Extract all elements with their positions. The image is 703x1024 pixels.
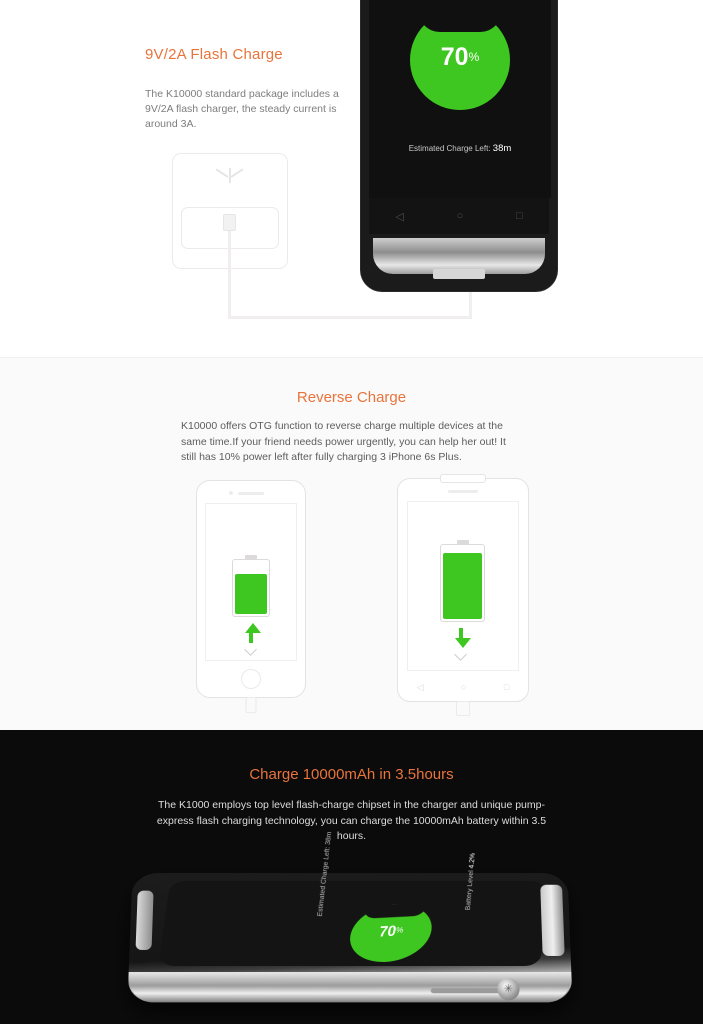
home-icon[interactable]: ○ [461, 682, 467, 692]
usb-connector-icon [456, 701, 470, 716]
android-navbar [398, 682, 528, 693]
charge-in-arrow-icon [245, 623, 261, 633]
section2-body: K10000 offers OTG function to reverse charge multiple devices at the same time.If your friend needs power urgently, you can help her out! It still has 10% power left after fully charging 3 iPhone 6s Plus. [181, 420, 506, 463]
charge-out-arrow-stem [459, 628, 463, 638]
phone-screen [369, 0, 551, 198]
phone-metal-frame [127, 972, 572, 1002]
section1-body: The K10000 standard package includes a 9V/2A flash charger, the steady current is around 3A. [145, 88, 339, 130]
phone-top-bracket [440, 474, 486, 483]
speaker-grill-icon [431, 988, 502, 993]
earpiece-icon [238, 492, 264, 495]
front-camera-icon [229, 491, 233, 495]
battery-shell [440, 544, 485, 622]
back-icon[interactable]: ◁ [416, 682, 424, 692]
android-navbar [369, 198, 549, 234]
battery-donut-chart [345, 902, 437, 964]
phone-right-edge [540, 885, 564, 956]
iphone-battery-icon [232, 555, 270, 617]
phone-metal-chin [373, 238, 545, 274]
earpiece-icon [448, 490, 478, 493]
battery-fill [443, 553, 482, 619]
k10000-battery-icon [440, 540, 485, 622]
section-charge-time [0, 730, 703, 1024]
recent-icon[interactable]: □ [515, 210, 523, 222]
section1-title: 9V/2A Flash Charge [145, 46, 283, 63]
section3-title: Charge 10000mAh in 3.5hours [249, 766, 454, 783]
battery-percent: 70% [377, 922, 405, 941]
battery-fill [235, 574, 267, 614]
section2-title: Reverse Charge [296, 389, 407, 406]
battery-shell [232, 559, 270, 617]
back-icon[interactable]: ◁ [395, 210, 404, 223]
estimated-charge-left: Estimated Charge Left: 38m [316, 831, 334, 917]
battery-level-label: Battery Level 4.2% [464, 852, 477, 911]
section-reverse-charge [0, 358, 703, 730]
camera-icon [497, 978, 520, 1000]
charge-out-arrow-icon [455, 638, 471, 648]
section-flash-charge [0, 0, 703, 358]
cable-horizontal [228, 316, 472, 319]
phone-charging-illustration [360, 0, 558, 292]
plug-head-icon [223, 214, 236, 231]
home-icon[interactable]: ○ [456, 210, 464, 222]
recent-icon[interactable]: □ [503, 682, 510, 692]
lightning-connector-icon [246, 697, 257, 713]
phone-perspective-illustration [127, 831, 572, 1002]
phone-left-edge [136, 891, 154, 950]
estimated-charge-left: Estimated Charge Left: 38m [408, 143, 512, 154]
battery-donut-chart [410, 10, 510, 110]
phone-screen [159, 831, 547, 966]
battery-percent: 70% [440, 43, 480, 71]
cable-vertical [228, 231, 231, 319]
home-button-icon[interactable] [241, 669, 261, 689]
charge-in-arrow-stem [249, 633, 253, 643]
section3-body: The K1000 employs top level flash-charge chipset in the charger and unique pump-express flash charging technology, you can charge the 10000mAh battery within 3.5 hours. [156, 799, 547, 842]
